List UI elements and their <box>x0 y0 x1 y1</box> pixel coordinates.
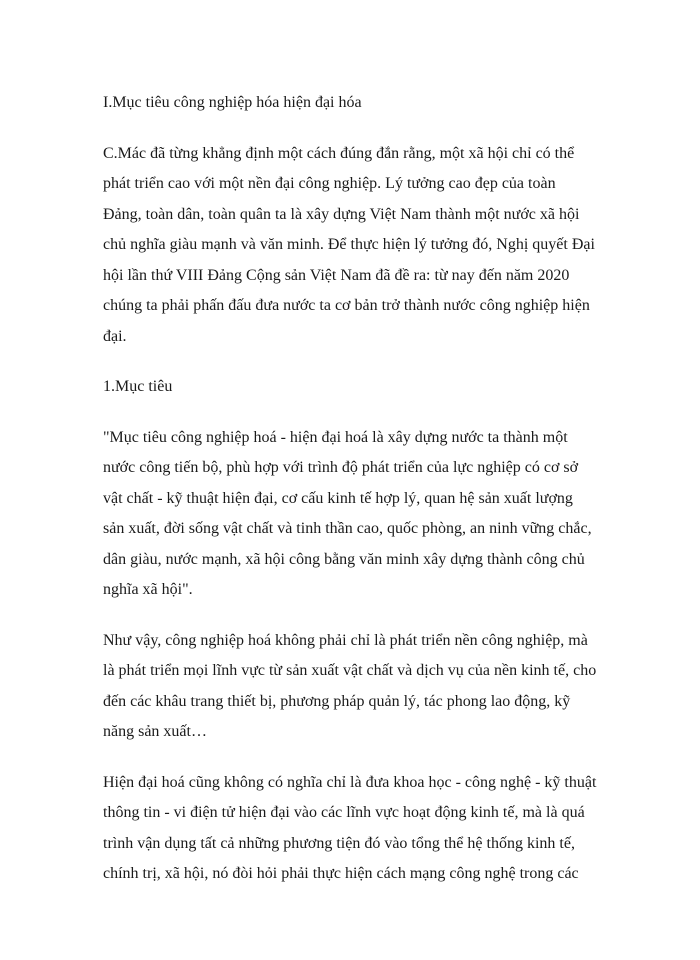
text-line: "Mục tiêu công nghiệp hoá - hiện đại hoá là xây dựng nước ta thành một <box>103 428 568 446</box>
text-line: chủ nghĩa giàu mạnh và văn minh. Để thực hiện lý tưởng đó, Nghị quyết Đại <box>103 236 595 253</box>
paragraph-quote <box>103 423 603 606</box>
heading-objectives <box>103 88 603 119</box>
text-line: C.Mác đã từng khẳng định một cách đúng đắn rằng, một xã hội chỉ có thể <box>103 144 575 162</box>
heading-section-1 <box>103 372 603 403</box>
text-line: phát triển cao với một nền đại công nghiệp. Lý tưởng cao đẹp của toàn <box>103 175 556 192</box>
text-line: I.Mục tiêu công nghiệp hóa hiện đại hóa <box>103 94 362 111</box>
text-line: sản xuất, đời sống vật chất và tinh thần cao, quốc phòng, an ninh vững chắc, <box>103 520 592 537</box>
text-line: hội lần thứ VIII Đảng Cộng sản Việt Nam đã đề ra: từ nay đến năm 2020 <box>103 266 570 284</box>
text-line: dân giàu, nước mạnh, xã hội công bằng văn minh xây dựng thành công chủ <box>103 550 585 568</box>
text-line: chính trị, xã hội, nó đòi hỏi phải thực hiện cách mạng công nghệ trong các <box>103 865 579 882</box>
text-line: Hiện đại hoá cũng không có nghĩa chỉ là đưa khoa học - công nghệ - kỹ thuật <box>103 773 597 791</box>
paragraph-modernization <box>103 768 603 890</box>
text-line: trình vận dụng tất cả những phương tiện đó vào tổng thể hệ thống kinh tế, <box>103 834 575 852</box>
text-line: Như vậy, công nghiệp hoá không phải chỉ là phát triển nền công nghiệp, mà <box>103 631 588 649</box>
text-line: nước công tiến bộ, phù hợp với trình độ phát triển của lực nghiệp có cơ sở <box>103 459 579 476</box>
text-line: đại. <box>103 327 127 345</box>
paragraph-industrialization <box>103 626 603 748</box>
text-line: vật chất - kỹ thuật hiện đại, cơ cấu kinh tế hợp lý, quan hệ sản xuất lượng <box>103 489 573 507</box>
text-line: là phát triển mọi lĩnh vực từ sản xuất vật chất và dịch vụ của nền kinh tế, cho <box>103 662 597 679</box>
text-line: chúng ta phải phấn đấu đưa nước ta cơ bản trở thành nước công nghiệp hiện <box>103 297 590 314</box>
text-line: Đảng, toàn dân, toàn quân ta là xây dựng Việt Nam thành một nước xã hội <box>103 205 580 223</box>
paragraph-intro <box>103 139 603 353</box>
text-line: thông tin - vi điện tử hiện đại vào các lĩnh vực hoạt động kinh tế, mà là quá <box>103 804 585 821</box>
document-body <box>103 88 603 910</box>
text-line: 1.Mục tiêu <box>103 378 173 395</box>
text-line: đến các khâu trang thiết bị, phương pháp quản lý, tác phong lao động, kỹ <box>103 692 571 710</box>
text-line: nghĩa xã hội". <box>103 581 193 598</box>
text-line: năng sản xuất… <box>103 723 207 740</box>
